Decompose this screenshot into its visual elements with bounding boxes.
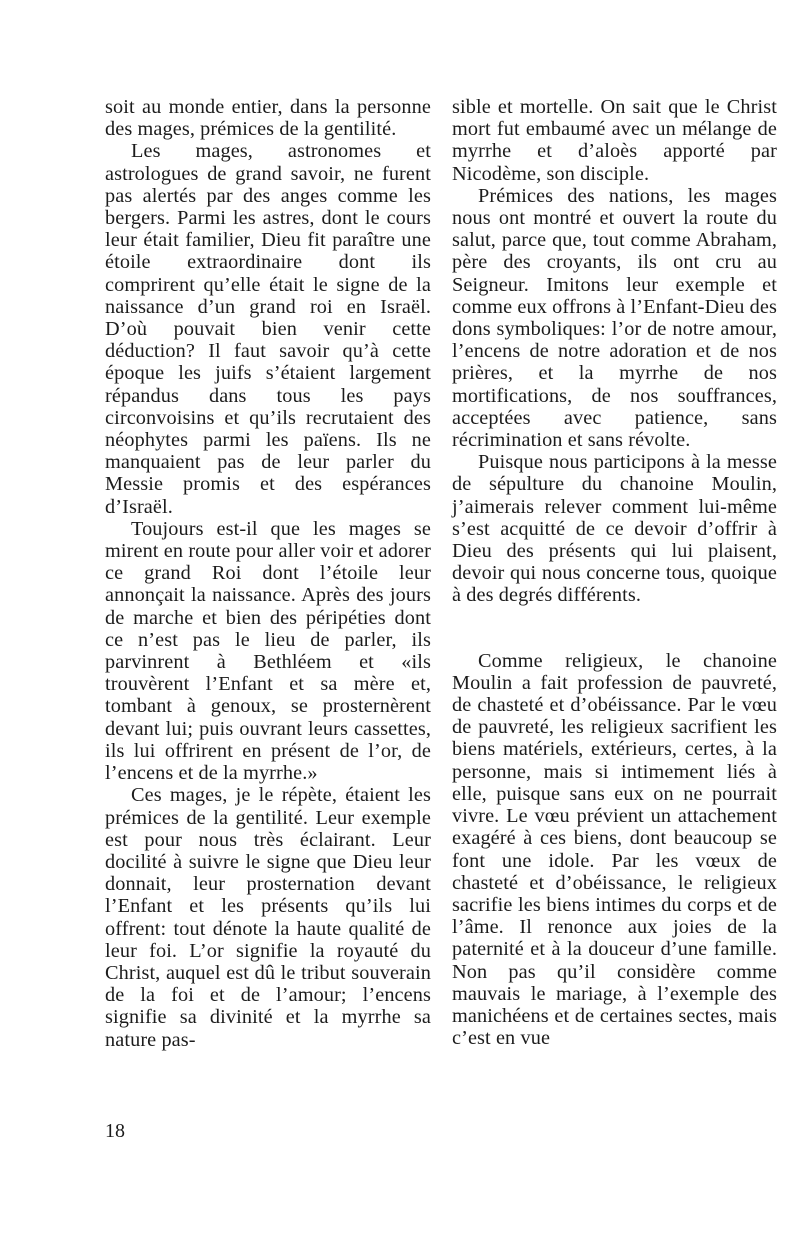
page-number: 18	[105, 1120, 125, 1142]
paragraph: soit au monde entier, dans la personne des mages, prémices de la gentilité.	[105, 96, 431, 141]
paragraph: Ces mages, je le répète, étaient les prémices de la gentilité. Leur exemple est pour nous très éclairant. Leur docilité à suivre le signe que Dieu leur donnait, leur prosternation devant l’Enfant et les présents qu’ils lui offrent: tout dénote la haute qualité de leur foi. L’or signifie la royauté du Christ, auquel est dû le tribut souverain de la foi et de l’amour; l’encens signifie sa divinité et la myrrhe sa nature pas-	[105, 784, 431, 1051]
paragraph: Puisque nous participons à la messe de sépulture du chanoine Moulin, j’aimerais relever comment lui-même s’est acquitté de ce devoir d’offrir à Dieu des présents qui lui plaisent, devoir qui nous concerne tous, quoique à des degrés différents.	[452, 451, 777, 607]
paragraph: sible et mortelle. On sait que le Christ mort fut embaumé avec un mélange de myrrhe et d’aloès apporté par Nicodème, son disciple.	[452, 96, 777, 185]
right-column	[452, 96, 777, 1049]
paragraph: Les mages, astronomes et astrologues de grand savoir, ne furent pas alertés par des anges comme les bergers. Parmi les astres, dont le cours leur était familier, Dieu fit paraître une étoile extraordinaire dont ils comprirent qu’elle était le signe de la naissance d’un grand roi en Israël. D’où pouvait bien venir cette déduction? Il faut savoir qu’à cette époque les juifs s’étaient largement répandus dans tous les pays circonvoisins et qu’ils recrutaient des néophytes parmi les païens. Ils ne manquaient pas de leur parler du Messie promis et des espérances d’Israël.	[105, 140, 431, 518]
paragraph: Comme religieux, le chanoine Moulin a fait profession de pauvreté, de chasteté et d’obéissance. Par le vœu de pauvreté, les religieux sacrifient les biens matériels, extérieurs, certes, à la personne, mais si intimement liés à elle, puisque sans eux on ne pourrait vivre. Le vœu prévient un attachement exagéré à ces biens, dont beaucoup se font une idole. Par les vœux de chasteté et d’obéissance, le religieux sacrifie les biens intimes du corps et de l’âme. Il renonce aux joies de la paternité et à la douceur d’une famille. Non pas qu’il considère comme mauvais le mariage, à l’exemple des manichéens et de certaines sectes, mais c’est en vue	[452, 649, 777, 1050]
left-column	[105, 96, 431, 1051]
paragraph: Prémices des nations, les mages nous ont montré et ouvert la route du salut, parce que, tout comme Abraham, père des croyants, ils ont cru au Seigneur. Imitons leur exemple et comme eux offrons à l’Enfant-Dieu des dons symboliques: l’or de notre amour, l’encens de notre adoration et de nos prières, et la myrrhe de nos mortifications, de nos souffrances, acceptées avec patience, sans récrimination et sans révolte.	[452, 184, 777, 452]
paragraph: Toujours est-il que les mages se mirent en route pour aller voir et adorer ce grand Roi dont l’étoile leur annonçait la naissance. Après des jours de marche et bien des péripéties dont ce n’est pas le lieu de parler, ils parvinrent à Bethléem et «ils trouvèrent l’Enfant et sa mère et, tombant à genoux, se prosternèrent devant lui; puis ouvrant leurs cassettes, ils lui offrirent en présent de l’or, de l’encens et de la myrrhe.»	[105, 517, 431, 785]
